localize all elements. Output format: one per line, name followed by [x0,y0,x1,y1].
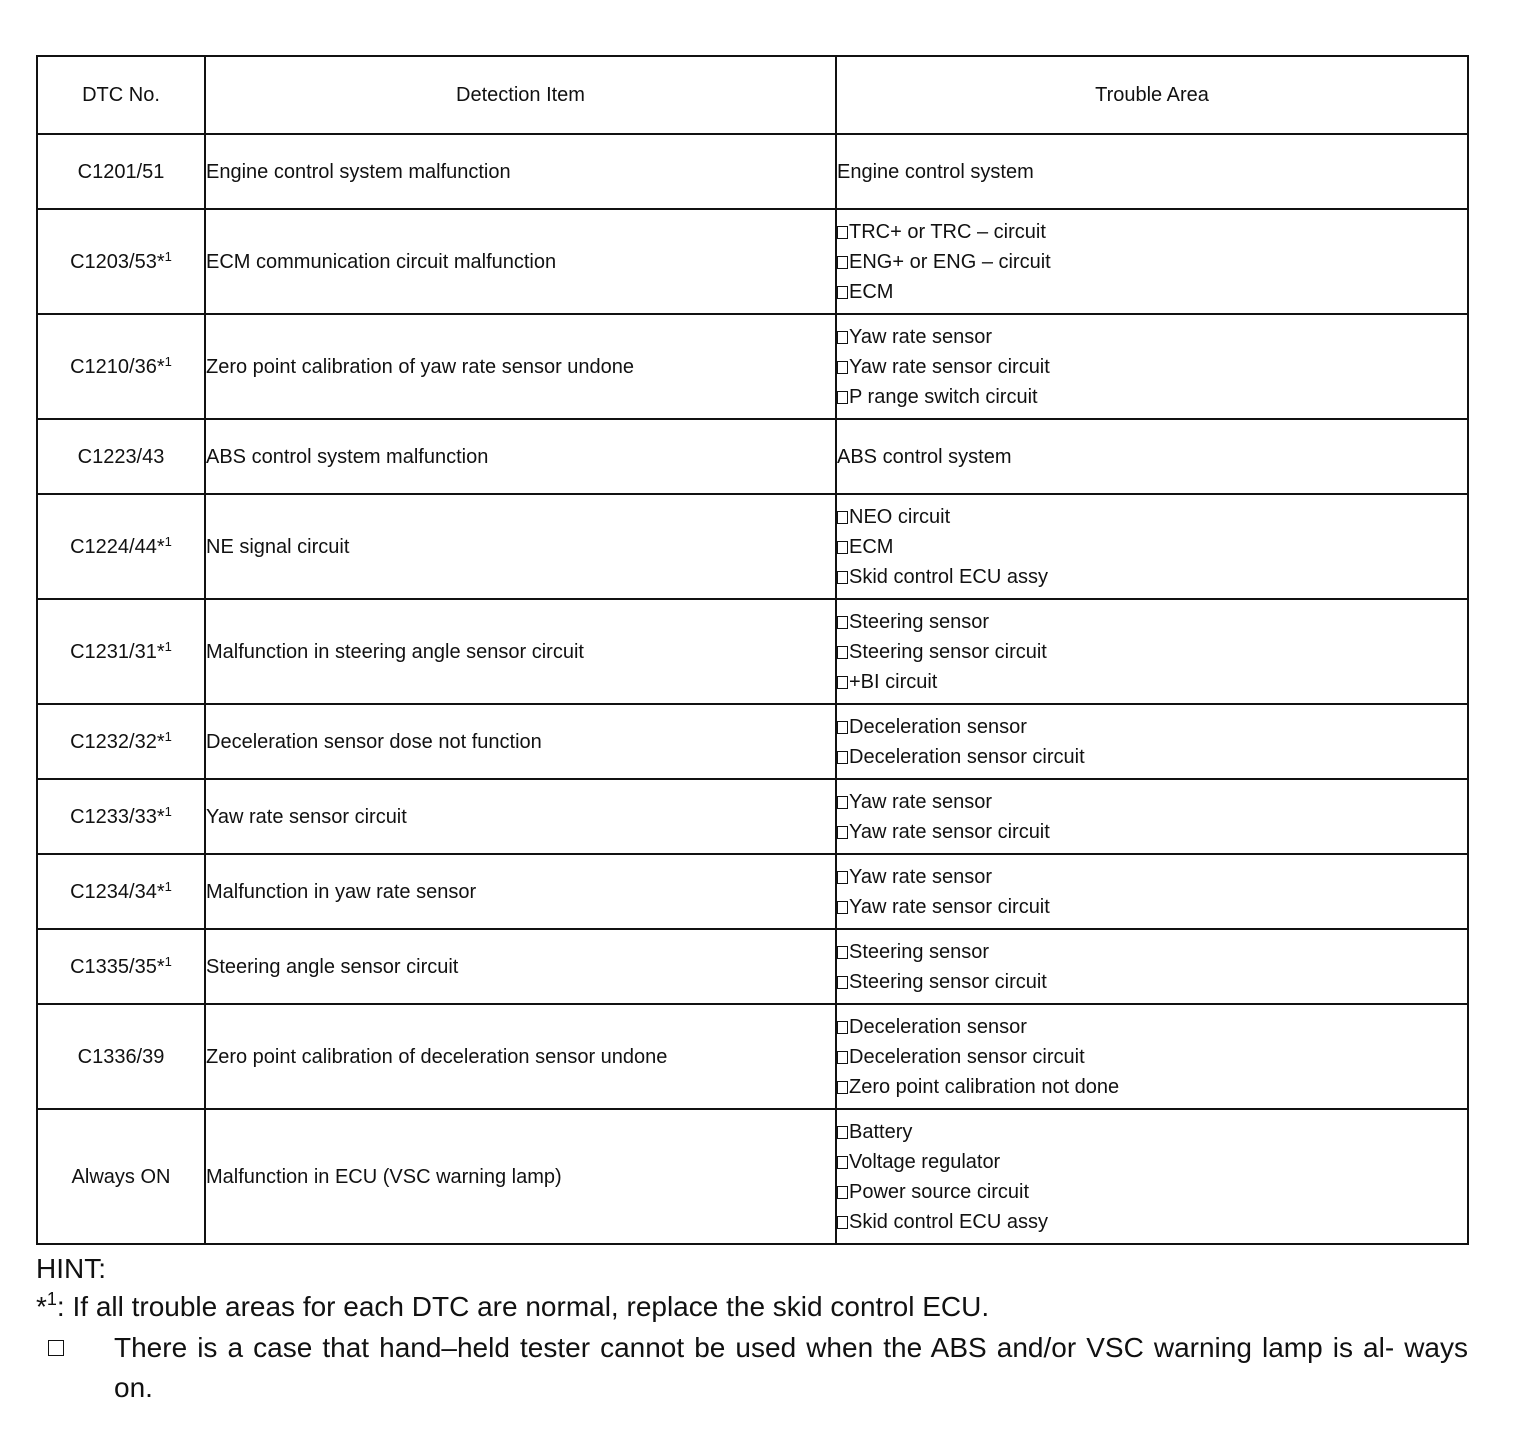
note-mark: * [156,640,165,663]
trouble-area-item [837,247,1467,277]
detection-item: Malfunction in yaw rate sensor [205,854,836,929]
dtc-code-cell [37,1109,205,1244]
trouble-area-item [837,607,1467,637]
table-row [37,494,1468,599]
checkbox-square-icon [837,1186,848,1199]
checkbox-square-icon [837,796,848,809]
note-number: 1 [164,353,172,369]
trouble-area-text: Deceleration sensor circuit [849,1045,1085,1068]
dtc-code-cell [37,929,205,1004]
table-row [37,1109,1468,1244]
hint-bullet [48,1328,1468,1408]
trouble-area-item [837,712,1467,742]
detection-item: Deceleration sensor dose not function [205,704,836,779]
detection-item: Zero point calibration of deceleration sensor undone [205,1004,836,1109]
dtc-code-cell [37,854,205,929]
trouble-area-text: Steering sensor [849,610,990,633]
dtc-code: C1232/32 [70,730,157,753]
trouble-area-cell [836,854,1468,929]
dtc-code: C1335/35 [70,955,157,978]
dtc-code: C1224/44 [70,535,157,558]
checkbox-square-icon [837,616,848,629]
trouble-area-item [837,1012,1467,1042]
footnote-line [36,1288,989,1326]
trouble-area-text: Engine control system [837,160,1034,183]
trouble-area-text: Zero point calibration not done [849,1075,1120,1098]
trouble-area-text: ECM [849,280,894,303]
trouble-area-item [837,1177,1467,1207]
dtc-code: C1234/34 [70,880,157,903]
checkbox-square-icon [837,976,848,989]
detection-item: Yaw rate sensor circuit [205,779,836,854]
dtc-code: C1201/51 [77,160,165,183]
table-row [37,1004,1468,1109]
note-number: 1 [164,248,172,264]
trouble-area-item [837,937,1467,967]
trouble-area-item [837,742,1467,772]
dtc-code: C1223/43 [77,445,165,468]
trouble-area-text: Voltage regulator [849,1150,1001,1173]
trouble-area-cell [836,494,1468,599]
header-dtc-no: DTC No. [37,56,205,134]
table-row [37,134,1468,209]
table-row [37,314,1468,419]
checkbox-square-icon [837,1216,848,1229]
detection-item: Steering angle sensor circuit [205,929,836,1004]
trouble-area-text: ECM [849,535,894,558]
trouble-area-cell [836,419,1468,494]
trouble-area-item [837,157,1467,187]
header-trouble-area: Trouble Area [836,56,1468,134]
dtc-code-cell [37,314,205,419]
trouble-area-cell [836,209,1468,314]
table-header-row [37,56,1468,134]
note-number: 1 [164,533,172,549]
checkbox-square-icon [837,286,848,299]
trouble-area-text: P range switch circuit [849,385,1038,408]
trouble-area-item [837,787,1467,817]
trouble-area-item [837,277,1467,307]
trouble-area-text: Yaw rate sensor circuit [849,355,1050,378]
checkbox-square-icon [837,1156,848,1169]
trouble-area-item [837,502,1467,532]
bullet-box-icon [48,1340,64,1356]
trouble-area-item [837,532,1467,562]
checkbox-square-icon [837,541,848,554]
dtc-table [36,55,1469,1245]
trouble-area-item [837,442,1467,472]
trouble-area-text: Steering sensor [849,940,990,963]
header-detection-item: Detection Item [205,56,836,134]
checkbox-square-icon [837,1051,848,1064]
dtc-code-cell [37,134,205,209]
trouble-area-text: Yaw rate sensor circuit [849,820,1050,843]
trouble-area-cell [836,704,1468,779]
detection-item: Malfunction in steering angle sensor circuit [205,599,836,704]
trouble-area-item [837,352,1467,382]
dtc-code-cell [37,494,205,599]
trouble-area-item [837,1117,1467,1147]
dtc-code-cell [37,1004,205,1109]
note-number: 1 [164,803,172,819]
trouble-area-item [837,817,1467,847]
trouble-area-cell [836,599,1468,704]
table-row [37,419,1468,494]
trouble-area-cell [836,929,1468,1004]
table-row [37,704,1468,779]
trouble-area-item [837,322,1467,352]
table-row [37,209,1468,314]
checkbox-square-icon [837,946,848,959]
checkbox-square-icon [837,721,848,734]
trouble-area-cell [836,314,1468,419]
trouble-area-text: ENG+ or ENG – circuit [849,250,1051,273]
note-number: 1 [164,953,172,969]
trouble-area-text: Battery [849,1120,913,1143]
trouble-area-text: Yaw rate sensor [849,790,993,813]
trouble-area-item [837,217,1467,247]
checkbox-square-icon [837,646,848,659]
detection-item: Malfunction in ECU (VSC warning lamp) [205,1109,836,1244]
hint-label: HINT: [36,1253,106,1284]
checkbox-square-icon [837,1126,848,1139]
trouble-area-text: Skid control ECU assy [849,1210,1048,1233]
note-mark: * [156,355,165,378]
checkbox-square-icon [837,361,848,374]
note-mark: * [156,250,165,273]
checkbox-square-icon [837,751,848,764]
dtc-code: C1336/39 [77,1045,165,1068]
footnote-text: : If all trouble areas for each DTC are normal, replace the skid control ECU. [56,1291,990,1322]
dtc-code-cell [37,704,205,779]
table-row [37,854,1468,929]
trouble-area-text: +BI circuit [849,670,938,693]
trouble-area-item [837,382,1467,412]
checkbox-square-icon [837,871,848,884]
trouble-area-text: Steering sensor circuit [849,970,1047,993]
checkbox-square-icon [837,676,848,689]
checkbox-square-icon [837,391,848,404]
note-mark: * [156,535,165,558]
trouble-area-text: Yaw rate sensor [849,865,993,888]
trouble-area-item [837,667,1467,697]
footnote-number: 1 [46,1289,57,1309]
table-row [37,599,1468,704]
trouble-area-cell [836,1004,1468,1109]
trouble-area-cell [836,134,1468,209]
note-mark: * [156,955,165,978]
trouble-area-text: Skid control ECU assy [849,565,1048,588]
note-mark: * [156,880,165,903]
checkbox-square-icon [837,571,848,584]
checkbox-square-icon [837,826,848,839]
table-row [37,929,1468,1004]
trouble-area-text: Power source circuit [849,1180,1030,1203]
trouble-area-item [837,1072,1467,1102]
checkbox-square-icon [837,226,848,239]
trouble-area-item [837,967,1467,997]
note-number: 1 [164,728,172,744]
trouble-area-text: Deceleration sensor [849,715,1027,738]
checkbox-square-icon [837,331,848,344]
note-number: 1 [164,638,172,654]
footnote-mark: * [36,1291,47,1322]
dtc-code: C1210/36 [70,355,157,378]
trouble-area-item [837,862,1467,892]
trouble-area-cell [836,1109,1468,1244]
trouble-area-cell [836,779,1468,854]
detection-item: ABS control system malfunction [205,419,836,494]
dtc-code-cell [37,209,205,314]
trouble-area-text: Deceleration sensor circuit [849,745,1085,768]
note-mark: * [156,730,165,753]
dtc-code-cell [37,599,205,704]
trouble-area-item [837,1042,1467,1072]
detection-item: NE signal circuit [205,494,836,599]
note-number: 1 [164,878,172,894]
hint-bullet-text: There is a case that hand–held tester cannot be used when the ABS and/or VSC warning lamp is al- ways on. [114,1332,1468,1403]
detection-item: ECM communication circuit malfunction [205,209,836,314]
note-mark: * [156,805,165,828]
trouble-area-text: TRC+ or TRC – circuit [849,220,1046,243]
trouble-area-text: Yaw rate sensor circuit [849,895,1050,918]
trouble-area-text: Deceleration sensor [849,1015,1027,1038]
detection-item: Engine control system malfunction [205,134,836,209]
trouble-area-text: ABS control system [837,445,1012,468]
dtc-code-cell [37,419,205,494]
checkbox-square-icon [837,1081,848,1094]
detection-item: Zero point calibration of yaw rate sensor undone [205,314,836,419]
trouble-area-text: NEO circuit [849,505,951,528]
trouble-area-item [837,637,1467,667]
trouble-area-item [837,562,1467,592]
checkbox-square-icon [837,256,848,269]
dtc-code-cell [37,779,205,854]
checkbox-square-icon [837,1021,848,1034]
table-row [37,779,1468,854]
dtc-code: C1203/53 [70,250,157,273]
trouble-area-item [837,1207,1467,1237]
checkbox-square-icon [837,901,848,914]
dtc-code: C1233/33 [70,805,157,828]
trouble-area-item [837,892,1467,922]
trouble-area-text: Yaw rate sensor [849,325,993,348]
checkbox-square-icon [837,511,848,524]
trouble-area-item [837,1147,1467,1177]
trouble-area-text: Steering sensor circuit [849,640,1047,663]
dtc-code: C1231/31 [70,640,157,663]
table-body [37,134,1468,1244]
dtc-code: Always ON [71,1165,171,1188]
